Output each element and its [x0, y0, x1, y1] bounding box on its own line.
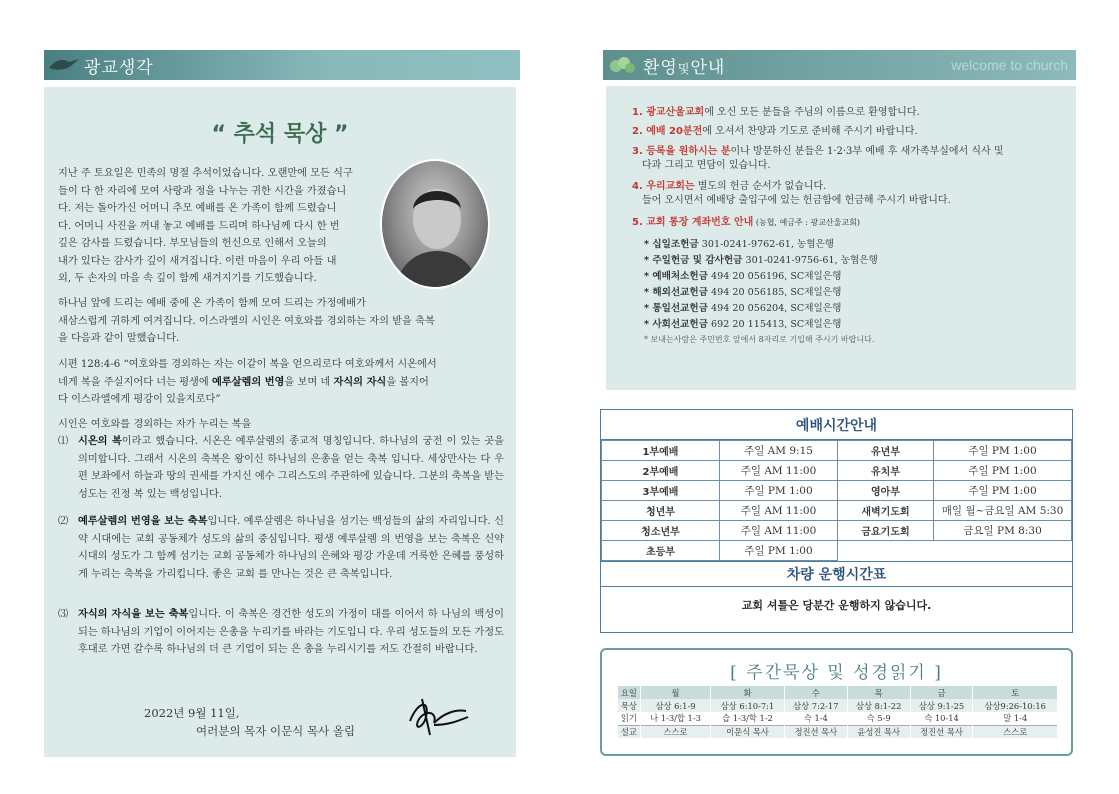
service-time: 주일 PM 1:00 — [934, 481, 1072, 501]
pastor-photo — [380, 159, 490, 289]
day-header: 화 — [711, 686, 785, 699]
paragraph-line: 지난 주 토요일은 민족의 명절 추석이었습니다. 오랜만에 모든 식구 — [58, 168, 353, 179]
service-name: 영아부 — [838, 481, 934, 501]
welcome-item-3: 3. 등록을 원하시는 분이나 방문하신 분들은 1·2·3부 예배 후 새가족부실에서 식사 및 다과 그리고 면담이 있습니다. — [632, 146, 1004, 171]
service-name: 유치부 — [838, 461, 934, 481]
service-time: 주일 PM 1:00 — [934, 461, 1072, 481]
meditation-article — [44, 87, 516, 757]
left-section-header — [44, 50, 520, 80]
service-name: 금요기도회 — [838, 521, 934, 541]
right-header-subtitle: welcome to church — [951, 57, 1068, 73]
blessing-item-3: ⑶ 자식의 자식을 보는 축복입니다. 이 축복은 경건한 성도의 가정이 대를 이어서 하 나님의 백성이 되는 하나님의 기업이 이어지는 은총을 누리기를 바라는 기도입니 다. 우리 성도들의 모든 가정도 후대로 가면 갈수록 하나님의 더 큰 기업이 되는 은 총을 누리시기를 저도 간절히 바랍니다. — [58, 608, 504, 655]
article-paragraph-2 — [58, 295, 504, 348]
service-name: 1부예배 — [602, 441, 720, 461]
article-signature-line: 여러분의 목자 이문식 목사 올림 — [196, 724, 356, 738]
table-row — [618, 725, 1058, 738]
table-row — [602, 441, 1072, 461]
account-row: * 사회선교헌금 692 20 115413, SC제일은행 — [644, 319, 842, 330]
meditation-cell: 삼상 6:1-9 — [640, 699, 710, 712]
preacher-cell: 이문식 목사 — [711, 725, 785, 738]
shuttle-notice: 교회 셔틀은 당분간 운행하지 않습니다. — [741, 599, 932, 612]
service-name: 3부예배 — [602, 481, 720, 501]
meditation-cell: 삼상 6:10-7:1 — [711, 699, 785, 712]
article-paragraph-1 — [58, 165, 398, 288]
leaf-icon — [603, 50, 643, 80]
service-time: 주일 AM 9:15 — [720, 441, 838, 461]
service-time: 주일 PM 1:00 — [720, 481, 838, 501]
reading-cell: 말 1-4 — [973, 712, 1058, 725]
meditation-cell: 삼상 7:2-17 — [784, 699, 847, 712]
service-time: 매일 월~금요일 AM 5:30 — [934, 501, 1072, 521]
table-row — [602, 501, 1072, 521]
table-row — [602, 461, 1072, 481]
welcome-item-1: 1. 광교산울교회에 오신 모든 분들을 주님의 이름으로 환영합니다. — [632, 107, 920, 118]
meditation-cell: 삼상 9:1-25 — [910, 699, 973, 712]
meditation-cell: 삼상 8:1-22 — [847, 699, 910, 712]
table-row — [602, 481, 1072, 501]
article-title: “ 추석 묵상 ” — [211, 122, 349, 147]
schedule-title: 예배시간안내 — [601, 410, 1072, 440]
day-header: 요일 — [618, 686, 640, 699]
table-row — [602, 541, 1072, 561]
preacher-cell: 정진선 목사 — [910, 725, 973, 738]
paragraph-line: 다. 저는 돌아가신 어머니 추모 예배를 온 가족이 함께 드렸습니 — [58, 203, 337, 214]
reading-cell: 슥 5-9 — [847, 712, 910, 725]
reading-cell: 슥 1-4 — [784, 712, 847, 725]
weekly-reading-box — [600, 648, 1073, 756]
paragraph-line: 다. 어머니 사진을 꺼내 놓고 예배를 드리며 하나님께 다시 한 번 — [58, 220, 340, 232]
paragraph-line: 외, 두 손자의 마음 속 깊이 함께 새겨지기를 기도했습니다. — [58, 273, 317, 284]
psalm-quote: 시편 128:4-6 “여호와를 경외하는 자는 이같이 복을 얻으리로다 여호와께서 시온에서 네게 복을 주실지어다 너는 평생에 예루살렘의 번영을 보며 네 자식의 자식을 볼지어 다 이스라엘에게 평강이 있을지로다” — [58, 359, 437, 405]
paragraph-line: 들이 다 한 자리에 모여 사랑과 정을 나누는 귀한 시간을 가졌습니 — [58, 185, 347, 197]
right-header-title: 환영및안내 — [643, 57, 726, 78]
welcome-item-2: 2. 예배 20분전에 오셔서 찬양과 기도로 준비해 주시기 바랍니다. — [632, 126, 918, 137]
weekly-table — [618, 686, 1058, 738]
blessing-item-1: ⑴ 시온의 복이라고 했습니다. 시온은 예루살렘의 종교적 명칭입니다. 하나님의 궁전 이 있는 곳을 의미합니다. 그래서 시온의 축복은 왕이신 하나님의 은총을 얻는 축복 입니다. 세상만사는 다 우편 보좌에서 하늘과 땅의 권세를 가지신 예수 그리스도의 주관하에 있습니다. 그분의 축복을 받는 성도는 진정 복 있는 백성입니다. — [58, 435, 504, 500]
table-row — [602, 521, 1072, 541]
service-time: 금요일 PM 8:30 — [934, 521, 1072, 541]
service-time: 주일 AM 11:00 — [720, 501, 838, 521]
meditation-cell: 삼상9:26-10:16 — [973, 699, 1058, 712]
schedule-table — [601, 440, 1072, 561]
blessing-item-2: ⑵ 예루살렘의 번영을 보는 축복입니다. 예루살렘은 하나님을 섬기는 백성들의 삶의 자리입니다. 신약 시대에는 교회 공동체가 성도의 삶의 중심입니다. 평생 예루살렘 의 번영을 보는 축복은 신약 시대의 성도가 그 함께 섬기는 교회 공동체가 하나님의 은혜와 평강 가운데 거룩한 은혜를 풍성하게 누리는 축복을 가리킵니다. 좋은 교회 를 만나는 것은 큰 축복입니다. — [58, 515, 505, 580]
service-name: 2부예배 — [602, 461, 720, 481]
preacher-cell: 스스로 — [973, 725, 1058, 738]
account-row: * 통일선교헌금 494 20 056204, SC제일은행 — [644, 303, 842, 314]
service-name: 청소년부 — [602, 521, 720, 541]
service-name: 초등부 — [602, 541, 720, 561]
reading-cell: 나 1-3/합 1-3 — [640, 712, 710, 725]
row-label: 묵상 — [618, 699, 640, 712]
paragraph-line: 하나님 앞에 드리는 예배 중에 온 가족이 함께 모여 드리는 가정예배가 — [58, 298, 366, 309]
paragraph-line: 깊은 감사를 드렸습니다. 부모님들의 헌신으로 인해서 오늘의 — [58, 238, 327, 249]
preacher-cell: 윤성진 목사 — [847, 725, 910, 738]
right-section-header — [603, 50, 1076, 80]
preacher-cell: 스스로 — [640, 725, 710, 738]
service-name: 유년부 — [838, 441, 934, 461]
service-time: 주일 PM 1:00 — [934, 441, 1072, 461]
account-row: * 주일헌금 및 감사헌금 301-0241-9756-61, 농협은행 — [644, 255, 878, 266]
account-row: * 예배처소헌금 494 20 056196, SC제일은행 — [644, 271, 842, 282]
day-header: 수 — [784, 686, 847, 699]
day-header: 토 — [973, 686, 1058, 699]
weekly-title: [ 주간묵상 및 성경읽기 ] — [730, 663, 943, 683]
day-header: 목 — [847, 686, 910, 699]
welcome-item-5: 5. 교회 통장 계좌번호 안내 (농협, 예금주 : 광교산울교회) — [632, 217, 860, 228]
row-label: 읽기 — [618, 712, 640, 725]
table-row — [618, 712, 1058, 725]
service-name: 새벽기도회 — [838, 501, 934, 521]
article-date: 2022년 9월 11일, — [144, 706, 240, 720]
row-label: 설교 — [618, 725, 640, 738]
table-row — [618, 686, 1058, 699]
welcome-item-4: 4. 우리교회는 별도의 헌금 순서가 없습니다. 들어 오시면서 예배당 출입구에 있는 헌금함에 헌금해 주시기 바랍니다. — [632, 181, 951, 206]
table-row — [618, 699, 1058, 712]
welcome-info-panel — [606, 86, 1076, 390]
handwritten-signature — [404, 691, 472, 741]
reading-cell: 습 1-3/학 1-2 — [711, 712, 785, 725]
preacher-cell: 정진선 목사 — [784, 725, 847, 738]
reading-cell: 슥 10-14 — [910, 712, 973, 725]
paragraph-line: 내가 있다는 감사가 깊이 새겨집니다. 이런 마음이 우리 아들 내 — [58, 255, 337, 267]
account-note: * 보내는사람은 주민번호 앞에서 8자리로 기입해 주시기 바랍니다. — [644, 335, 875, 344]
empty-cell — [838, 541, 1072, 561]
shuttle-title: 차량 운행시간표 — [601, 561, 1072, 587]
day-header: 월 — [640, 686, 710, 699]
worship-schedule — [600, 409, 1073, 633]
service-name: 청년부 — [602, 501, 720, 521]
day-header: 금 — [910, 686, 973, 699]
paragraph-line: 새삼스럽게 귀하게 여겨집니다. 이스라엘의 시인은 여호와를 경외하는 자의 받을 축복 — [58, 315, 435, 327]
left-header-title: 광교생각 — [84, 57, 154, 78]
service-time: 주일 AM 11:00 — [720, 461, 838, 481]
service-time: 주일 AM 11:00 — [720, 521, 838, 541]
account-row: * 십일조헌금 301-0241-9762-61, 농협은행 — [644, 239, 834, 250]
account-row: * 해외선교헌금 494 20 056185, SC제일은행 — [644, 287, 842, 298]
bird-icon — [44, 50, 84, 80]
paragraph-line: 을 다음과 같이 말했습니다. — [58, 333, 180, 344]
blessings-intro: 시인은 여호와를 경외하는 자가 누리는 복을 — [58, 419, 252, 430]
service-time: 주일 PM 1:00 — [720, 541, 838, 561]
